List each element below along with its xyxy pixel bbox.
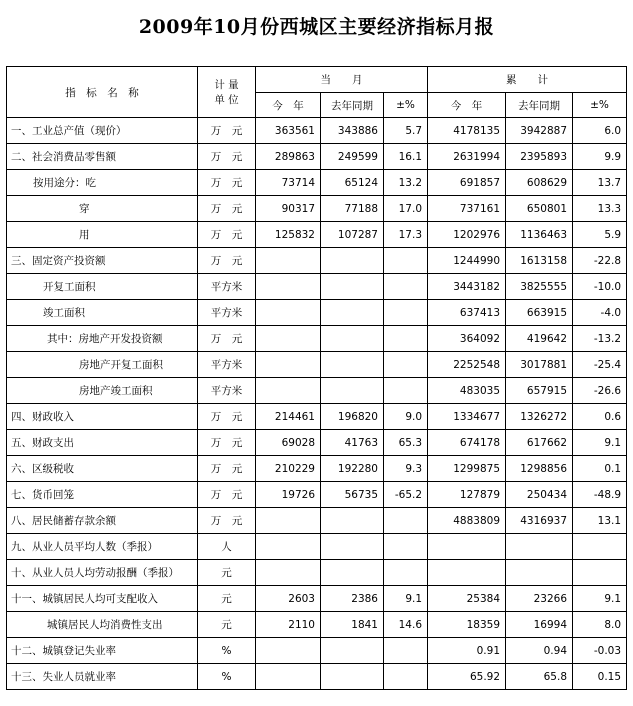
unit-cell: 万 元 (198, 144, 256, 170)
cum-last-year-cell: 65.8 (506, 664, 573, 690)
table-row (7, 248, 627, 274)
month-this-year-cell (256, 274, 321, 300)
month-this-year-cell (256, 378, 321, 404)
indicator-name-cell: 四、财政收入 (7, 404, 198, 430)
unit-cell: 元 (198, 560, 256, 586)
month-change-cell: 17.0 (384, 196, 428, 222)
table-row (7, 638, 627, 664)
cum-change-cell: -13.2 (573, 326, 627, 352)
cum-last-year-cell: 4316937 (506, 508, 573, 534)
month-this-year-cell: 363561 (256, 118, 321, 144)
month-change-cell: 9.3 (384, 456, 428, 482)
month-last-year-cell (321, 352, 384, 378)
unit-cell: 万 元 (198, 326, 256, 352)
month-last-year-cell: 56735 (321, 482, 384, 508)
cum-last-year-cell: 3017881 (506, 352, 573, 378)
table-row (7, 300, 627, 326)
cum-change-cell: 0.6 (573, 404, 627, 430)
month-last-year-cell (321, 534, 384, 560)
cum-this-year-cell: 4178135 (428, 118, 506, 144)
cum-last-year-cell: 650801 (506, 196, 573, 222)
cum-change-cell: 9.1 (573, 430, 627, 456)
header-unit-line2: 单 位 (214, 94, 239, 106)
indicator-name-cell: 用 (7, 222, 198, 248)
month-this-year-cell: 19726 (256, 482, 321, 508)
indicator-name-cell: 开复工面积 (7, 274, 198, 300)
month-change-cell: -65.2 (384, 482, 428, 508)
month-last-year-cell (321, 378, 384, 404)
unit-cell: 万 元 (198, 456, 256, 482)
cum-this-year-cell: 1299875 (428, 456, 506, 482)
unit-cell: 万 元 (198, 196, 256, 222)
month-this-year-cell (256, 638, 321, 664)
header-cum-last-year: 去年同期 (506, 93, 573, 118)
cum-this-year-cell: 637413 (428, 300, 506, 326)
header-indicator-name: 指 标 名 称 (7, 67, 198, 118)
month-this-year-cell: 90317 (256, 196, 321, 222)
month-change-cell (384, 534, 428, 560)
header-month-this-year: 今 年 (256, 93, 321, 118)
cum-change-cell: -26.6 (573, 378, 627, 404)
cum-change-cell: 5.9 (573, 222, 627, 248)
unit-cell: 万 元 (198, 170, 256, 196)
cum-last-year-cell: 3942887 (506, 118, 573, 144)
cum-last-year-cell: 0.94 (506, 638, 573, 664)
cum-this-year-cell: 3443182 (428, 274, 506, 300)
month-last-year-cell: 1841 (321, 612, 384, 638)
indicator-name-cell: 十、从业人员人均劳动报酬（季报） (7, 560, 198, 586)
header-unit-line1: 计 量 (214, 79, 239, 91)
month-this-year-cell: 2603 (256, 586, 321, 612)
cum-change-cell: 9.9 (573, 144, 627, 170)
indicator-name-cell: 十二、城镇登记失业率 (7, 638, 198, 664)
month-last-year-cell (321, 638, 384, 664)
indicator-name-cell: 九、从业人员平均人数（季报） (7, 534, 198, 560)
month-last-year-cell: 343886 (321, 118, 384, 144)
month-change-cell: 17.3 (384, 222, 428, 248)
table-row (7, 664, 627, 690)
unit-cell: 平方米 (198, 378, 256, 404)
table-row (7, 430, 627, 456)
cum-last-year-cell: 2395893 (506, 144, 573, 170)
header-cum-this-year: 今 年 (428, 93, 506, 118)
month-last-year-cell (321, 248, 384, 274)
cum-change-cell: 13.1 (573, 508, 627, 534)
month-last-year-cell (321, 664, 384, 690)
month-change-cell (384, 300, 428, 326)
cum-this-year-cell: 1244990 (428, 248, 506, 274)
month-this-year-cell (256, 326, 321, 352)
indicator-table (6, 66, 627, 690)
month-this-year-cell: 69028 (256, 430, 321, 456)
cum-last-year-cell: 1326272 (506, 404, 573, 430)
cum-last-year-cell: 250434 (506, 482, 573, 508)
table-body (7, 118, 627, 690)
month-change-cell: 16.1 (384, 144, 428, 170)
table-row (7, 118, 627, 144)
cum-last-year-cell: 3825555 (506, 274, 573, 300)
month-change-cell (384, 560, 428, 586)
indicator-name-cell: 十三、失业人员就业率 (7, 664, 198, 690)
indicator-name-cell: 按用途分：吃 (7, 170, 198, 196)
unit-cell: 元 (198, 612, 256, 638)
month-last-year-cell (321, 326, 384, 352)
unit-cell: 万 元 (198, 248, 256, 274)
report-title: 2009年10月份西城区主要经济指标月报 (138, 16, 495, 38)
unit-cell: 万 元 (198, 222, 256, 248)
cum-last-year-cell (506, 534, 573, 560)
indicator-name-cell: 十一、城镇居民人均可支配收入 (7, 586, 198, 612)
month-this-year-cell (256, 560, 321, 586)
month-change-cell: 9.1 (384, 586, 428, 612)
month-this-year-cell: 2110 (256, 612, 321, 638)
cum-change-cell: -10.0 (573, 274, 627, 300)
cum-change-cell: 13.3 (573, 196, 627, 222)
month-last-year-cell: 65124 (321, 170, 384, 196)
month-change-cell (384, 352, 428, 378)
month-last-year-cell: 2386 (321, 586, 384, 612)
table-row (7, 144, 627, 170)
unit-cell: 万 元 (198, 118, 256, 144)
cum-change-cell (573, 534, 627, 560)
unit-cell: 元 (198, 586, 256, 612)
indicator-name-cell: 五、财政支出 (7, 430, 198, 456)
month-this-year-cell (256, 664, 321, 690)
month-this-year-cell (256, 534, 321, 560)
cum-last-year-cell: 1613158 (506, 248, 573, 274)
cum-this-year-cell: 65.92 (428, 664, 506, 690)
cum-last-year-cell: 1298856 (506, 456, 573, 482)
cum-change-cell: -0.03 (573, 638, 627, 664)
cum-this-year-cell: 364092 (428, 326, 506, 352)
month-change-cell: 5.7 (384, 118, 428, 144)
cum-last-year-cell: 617662 (506, 430, 573, 456)
cum-last-year-cell: 16994 (506, 612, 573, 638)
cum-this-year-cell: 1202976 (428, 222, 506, 248)
month-change-cell (384, 326, 428, 352)
header-cumulative: 累 计 (428, 67, 627, 93)
cum-change-cell: -25.4 (573, 352, 627, 378)
indicator-name-cell: 三、固定资产投资额 (7, 248, 198, 274)
cum-last-year-cell (506, 560, 573, 586)
month-change-cell: 14.6 (384, 612, 428, 638)
cum-this-year-cell: 737161 (428, 196, 506, 222)
indicator-name-cell: 其中：房地产开发投资额 (7, 326, 198, 352)
indicator-name-cell: 房地产竣工面积 (7, 378, 198, 404)
cum-last-year-cell: 1136463 (506, 222, 573, 248)
cum-last-year-cell: 419642 (506, 326, 573, 352)
indicator-name-cell: 竣工面积 (7, 300, 198, 326)
cum-change-cell: 13.7 (573, 170, 627, 196)
month-change-cell (384, 274, 428, 300)
month-last-year-cell: 249599 (321, 144, 384, 170)
header-current-month: 当 月 (256, 67, 428, 93)
month-this-year-cell (256, 300, 321, 326)
month-last-year-cell (321, 300, 384, 326)
month-this-year-cell: 210229 (256, 456, 321, 482)
indicator-name-cell: 城镇居民人均消费性支出 (7, 612, 198, 638)
cum-change-cell: 6.0 (573, 118, 627, 144)
cum-last-year-cell: 657915 (506, 378, 573, 404)
month-this-year-cell: 125832 (256, 222, 321, 248)
month-last-year-cell (321, 274, 384, 300)
table-row (7, 326, 627, 352)
cum-this-year-cell: 0.91 (428, 638, 506, 664)
month-this-year-cell: 73714 (256, 170, 321, 196)
cum-this-year-cell: 25384 (428, 586, 506, 612)
unit-cell: 万 元 (198, 404, 256, 430)
unit-cell: 平方米 (198, 274, 256, 300)
month-this-year-cell (256, 248, 321, 274)
month-change-cell (384, 638, 428, 664)
indicator-name-cell: 二、社会消费品零售额 (7, 144, 198, 170)
month-change-cell (384, 664, 428, 690)
cum-this-year-cell: 674178 (428, 430, 506, 456)
unit-cell: 人 (198, 534, 256, 560)
table-row (7, 508, 627, 534)
month-this-year-cell: 214461 (256, 404, 321, 430)
cum-this-year-cell: 2252548 (428, 352, 506, 378)
cum-this-year-cell (428, 560, 506, 586)
table-row (7, 404, 627, 430)
indicator-name-cell: 六、区级税收 (7, 456, 198, 482)
table-row (7, 170, 627, 196)
cum-change-cell: -4.0 (573, 300, 627, 326)
cum-this-year-cell: 2631994 (428, 144, 506, 170)
header-cum-change: ±% (573, 93, 627, 118)
unit-cell: % (198, 638, 256, 664)
unit-cell: 平方米 (198, 300, 256, 326)
table-row (7, 378, 627, 404)
cum-this-year-cell (428, 534, 506, 560)
header-unit (198, 67, 256, 118)
table-row (7, 352, 627, 378)
cum-change-cell: -48.9 (573, 482, 627, 508)
table-row (7, 534, 627, 560)
cum-this-year-cell: 127879 (428, 482, 506, 508)
month-change-cell: 9.0 (384, 404, 428, 430)
cum-change-cell (573, 560, 627, 586)
month-last-year-cell: 77188 (321, 196, 384, 222)
header-month-last-year: 去年同期 (321, 93, 384, 118)
indicator-name-cell: 一、工业总产值（现价） (7, 118, 198, 144)
month-last-year-cell: 107287 (321, 222, 384, 248)
unit-cell: 万 元 (198, 482, 256, 508)
table-row (7, 274, 627, 300)
header-month-change: ±% (384, 93, 428, 118)
month-last-year-cell: 41763 (321, 430, 384, 456)
table-row (7, 482, 627, 508)
month-last-year-cell (321, 560, 384, 586)
unit-cell: 万 元 (198, 508, 256, 534)
indicator-name-cell: 房地产开复工面积 (7, 352, 198, 378)
unit-cell: 万 元 (198, 430, 256, 456)
table-row (7, 196, 627, 222)
table-row (7, 612, 627, 638)
cum-this-year-cell: 483035 (428, 378, 506, 404)
indicator-name-cell: 八、居民储蓄存款余额 (7, 508, 198, 534)
cum-change-cell: 0.1 (573, 456, 627, 482)
cum-this-year-cell: 691857 (428, 170, 506, 196)
table-row (7, 560, 627, 586)
unit-cell: 平方米 (198, 352, 256, 378)
cum-last-year-cell: 663915 (506, 300, 573, 326)
cum-this-year-cell: 4883809 (428, 508, 506, 534)
cum-last-year-cell: 23266 (506, 586, 573, 612)
cum-last-year-cell: 608629 (506, 170, 573, 196)
month-this-year-cell (256, 352, 321, 378)
month-change-cell: 13.2 (384, 170, 428, 196)
cum-change-cell: 9.1 (573, 586, 627, 612)
month-change-cell (384, 378, 428, 404)
month-last-year-cell: 192280 (321, 456, 384, 482)
month-last-year-cell (321, 508, 384, 534)
cum-this-year-cell: 1334677 (428, 404, 506, 430)
cum-change-cell: -22.8 (573, 248, 627, 274)
table-row (7, 222, 627, 248)
table-row (7, 586, 627, 612)
cum-this-year-cell: 18359 (428, 612, 506, 638)
month-change-cell (384, 248, 428, 274)
indicator-name-cell: 七、货币回笼 (7, 482, 198, 508)
month-this-year-cell (256, 508, 321, 534)
month-last-year-cell: 196820 (321, 404, 384, 430)
month-change-cell (384, 508, 428, 534)
unit-cell: % (198, 664, 256, 690)
cum-change-cell: 8.0 (573, 612, 627, 638)
cum-change-cell: 0.15 (573, 664, 627, 690)
month-this-year-cell: 289863 (256, 144, 321, 170)
table-row (7, 456, 627, 482)
month-change-cell: 65.3 (384, 430, 428, 456)
indicator-name-cell: 穿 (7, 196, 198, 222)
